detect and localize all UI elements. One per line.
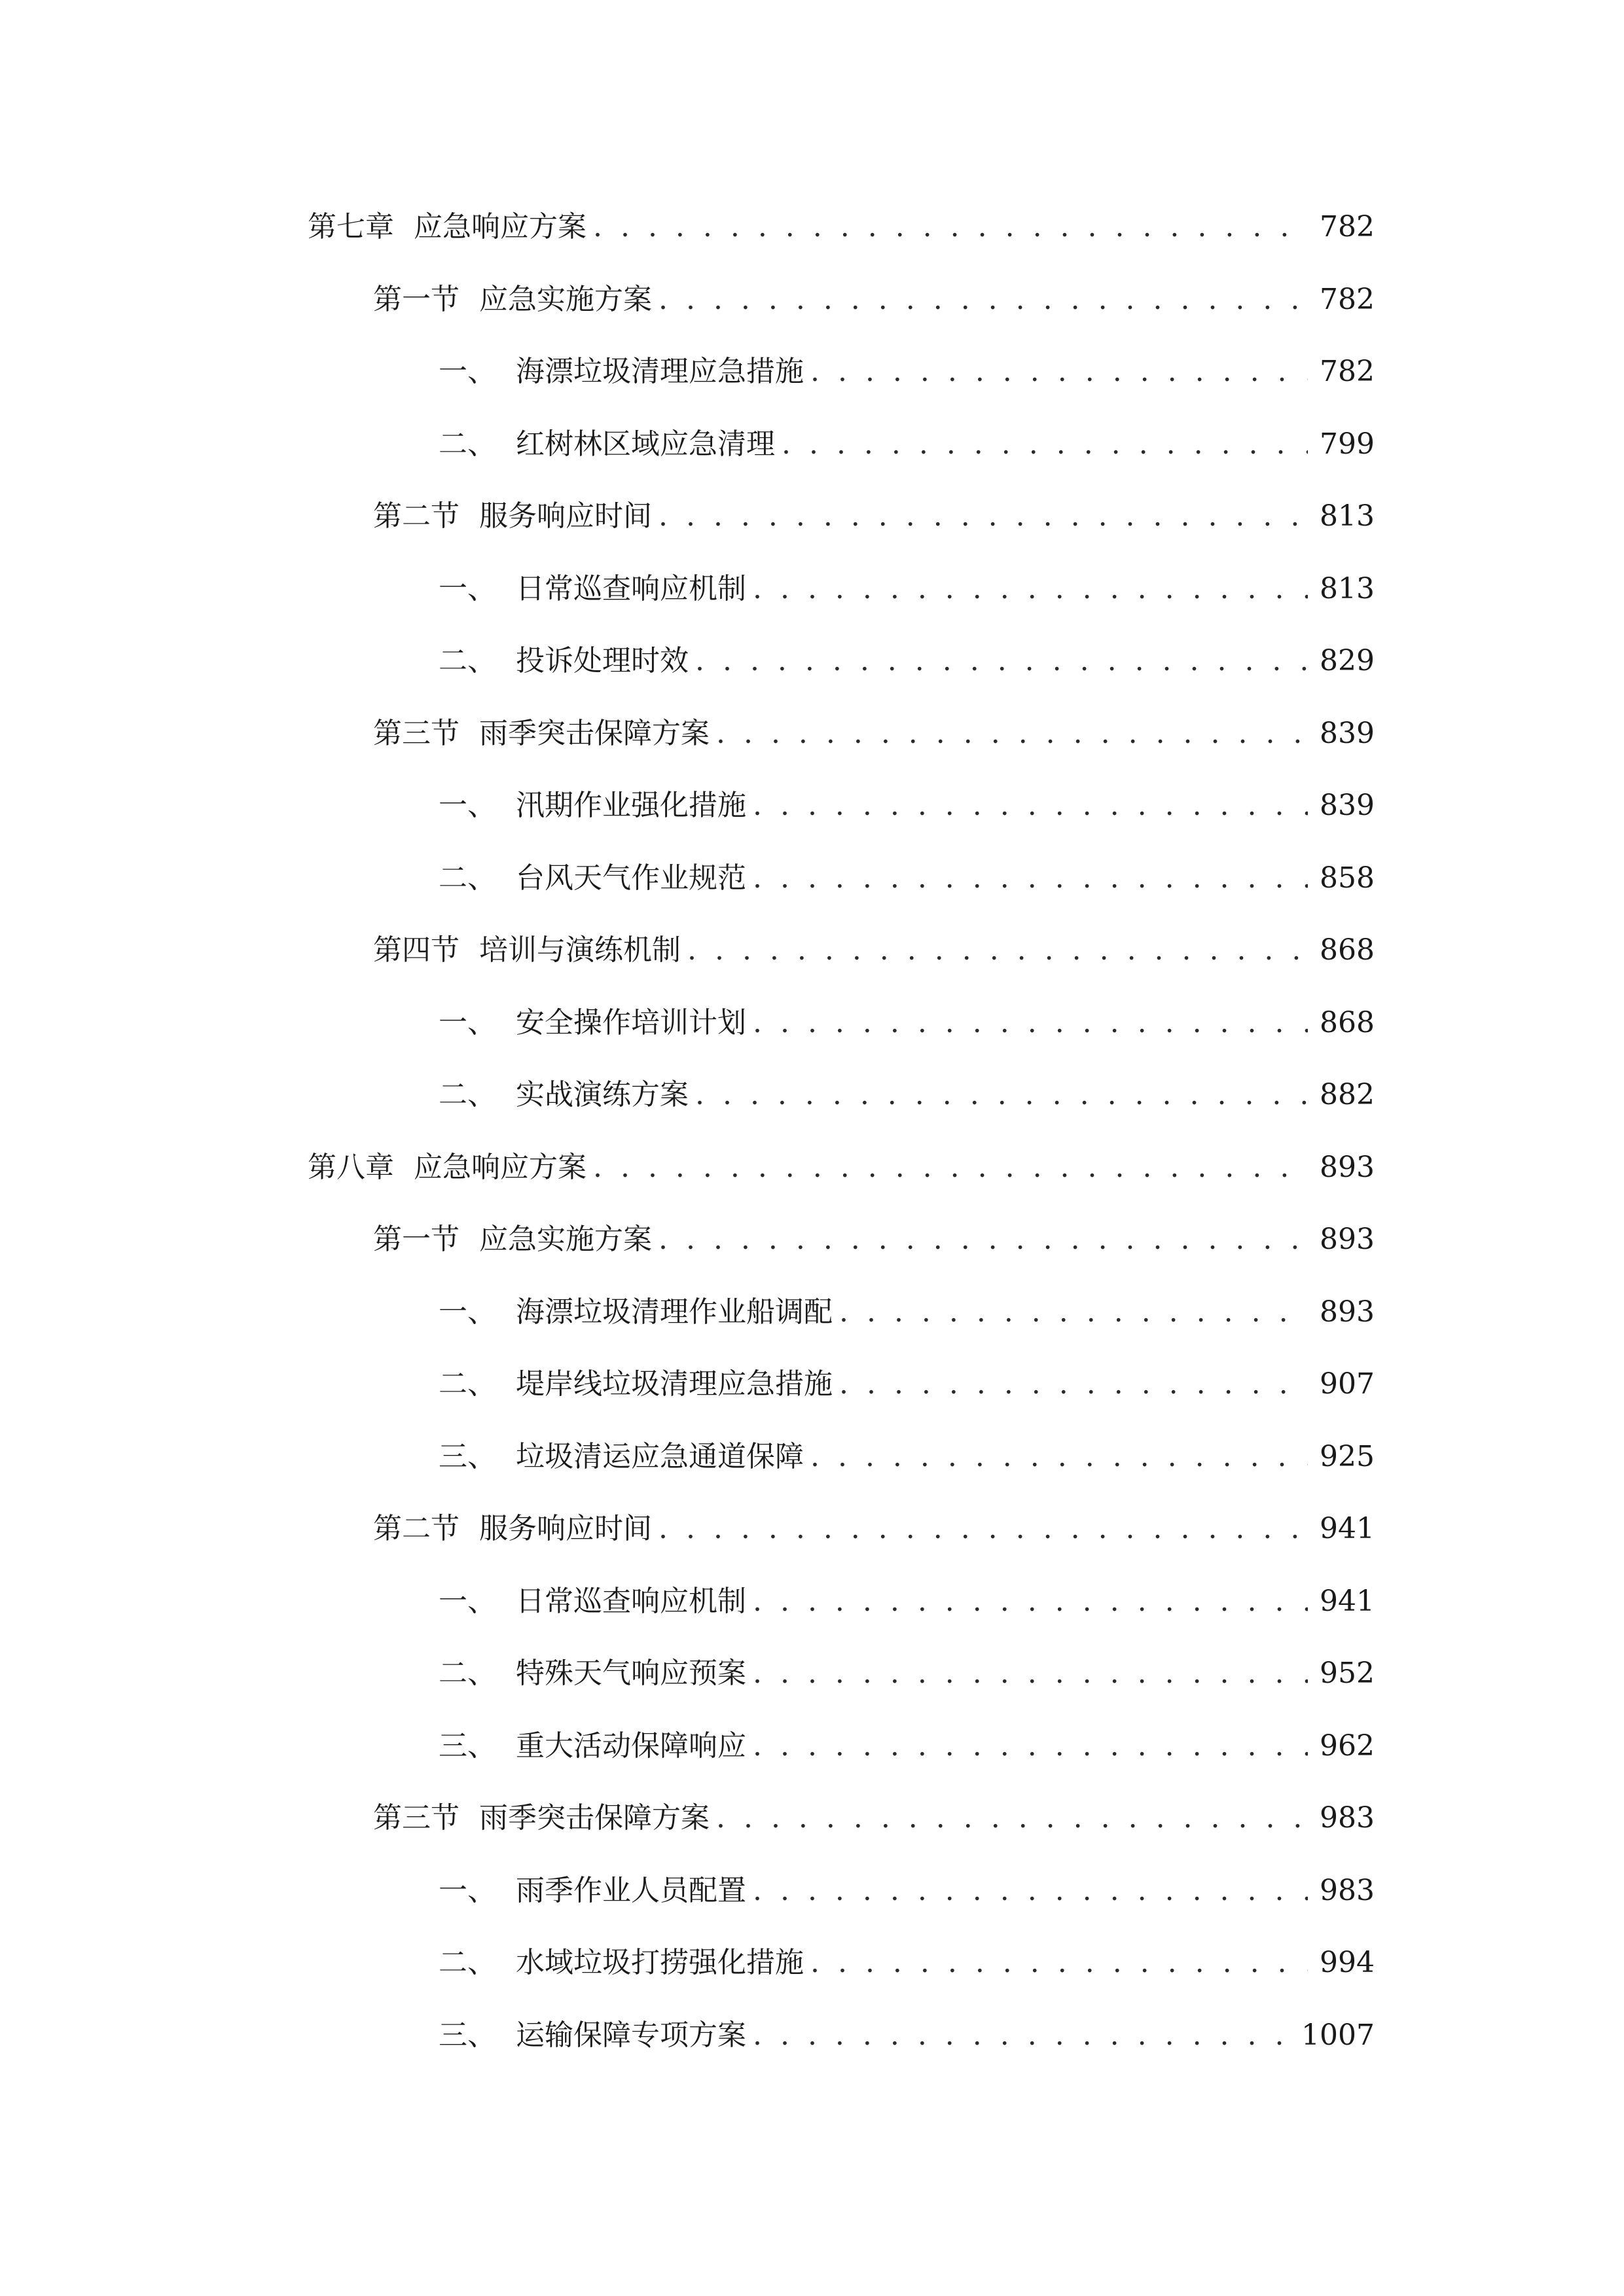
toc-dot-leader (753, 849, 1308, 908)
toc-entry-chapter[interactable] (308, 198, 1375, 270)
toc-entry-title: 汛期作业强化措施 (516, 789, 746, 822)
toc-entry-label (373, 270, 652, 329)
toc-entry-number: 一、 (439, 571, 496, 605)
toc-dot-leader (810, 342, 1308, 401)
toc-page-number: 782 (1320, 282, 1375, 316)
toc-entry-subsection[interactable] (308, 1066, 1375, 1138)
toc-entry-title: 服务响应时间 (479, 1512, 652, 1545)
toc-entry-number: 一、 (439, 789, 496, 822)
toc-entry-label (439, 1283, 833, 1342)
toc-entry-label (439, 1427, 804, 1486)
toc-page-number: 893 (1320, 1295, 1375, 1329)
toc-entry-number: 一、 (439, 355, 496, 388)
toc-entry-number: 三、 (439, 2018, 496, 2052)
toc-dot-leader (753, 1572, 1308, 1631)
toc-entry-title: 培训与演练机制 (479, 933, 681, 967)
toc-page-number: 983 (1320, 1873, 1375, 1907)
toc-entry-label (439, 632, 689, 691)
toc-entry-number: 二、 (439, 1367, 496, 1401)
toc-entry-section[interactable] (308, 1499, 1375, 1572)
toc-entry-title: 应急实施方案 (479, 282, 652, 316)
toc-entry-title: 重大活动保障响应 (516, 1729, 746, 1763)
toc-page-number: 813 (1320, 499, 1375, 533)
toc-dot-leader (593, 198, 1308, 257)
toc-entry-label (373, 487, 652, 546)
toc-entry-number: 第一节 (373, 282, 460, 316)
toc-entry-number: 第八章 (308, 1150, 394, 1184)
toc-entry-subsection[interactable] (308, 415, 1375, 488)
toc-dot-leader (593, 1138, 1308, 1197)
toc-entry-label (439, 1355, 833, 1414)
toc-entry-chapter[interactable] (308, 1138, 1375, 1211)
toc-entry-number: 二、 (439, 1657, 496, 1690)
toc-page-number: 925 (1320, 1439, 1375, 1473)
toc-page-number: 839 (1320, 789, 1375, 822)
toc-dot-leader (753, 776, 1308, 835)
toc-entry-label (308, 198, 586, 257)
toc-dot-leader (695, 1066, 1308, 1124)
toc-entry-number: 一、 (439, 1005, 496, 1039)
toc-entry-label (439, 994, 746, 1052)
toc-entry-label (439, 342, 804, 401)
toc-entry-subsection[interactable] (308, 1572, 1375, 1645)
toc-dot-leader (753, 994, 1308, 1052)
toc-dot-leader (659, 270, 1308, 329)
toc-page-number: 799 (1320, 427, 1375, 461)
toc-entry-title: 应急响应方案 (414, 1150, 586, 1184)
toc-entry-label (439, 1572, 746, 1631)
toc-dot-leader (810, 1933, 1308, 1992)
toc-page-number: 962 (1320, 1729, 1375, 1763)
toc-entry-number: 一、 (439, 1584, 496, 1618)
toc-entry-title: 应急响应方案 (414, 210, 586, 243)
toc-entry-title: 水域垃圾打捞强化措施 (516, 1946, 804, 1979)
toc-page-number: 782 (1320, 355, 1375, 388)
toc-page-number: 1007 (1301, 2018, 1375, 2052)
toc-entry-number: 一、 (439, 1873, 496, 1907)
toc-page-number: 782 (1320, 210, 1375, 243)
toc-dot-leader (782, 415, 1308, 474)
toc-entry-title: 红树林区域应急清理 (516, 427, 775, 461)
toc-entry-section[interactable] (308, 487, 1375, 560)
toc-entry-title: 日常巡查响应机制 (516, 571, 746, 605)
toc-entry-number: 第一节 (373, 1223, 460, 1256)
toc-entry-number: 二、 (439, 1078, 496, 1111)
toc-entry-title: 雨季突击保障方案 (479, 1801, 710, 1835)
toc-entry-subsection[interactable] (308, 1427, 1375, 1500)
toc-entry-number: 一、 (439, 1295, 496, 1329)
toc-entry-number: 三、 (439, 1439, 496, 1473)
toc-entry-subsection[interactable] (308, 994, 1375, 1066)
toc-page-number: 941 (1320, 1512, 1375, 1545)
toc-entry-subsection[interactable] (308, 560, 1375, 632)
toc-dot-leader (839, 1283, 1308, 1342)
toc-entry-label (439, 2006, 746, 2065)
toc-page-number: 868 (1320, 1005, 1375, 1039)
toc-entry-section[interactable] (308, 704, 1375, 777)
toc-entry-subsection[interactable] (308, 1933, 1375, 2006)
toc-entry-number: 第二节 (373, 1512, 460, 1545)
toc-entry-subsection[interactable] (308, 632, 1375, 704)
toc-entry-title: 特殊天气响应预案 (516, 1657, 746, 1690)
toc-entry-number: 第四节 (373, 933, 460, 967)
toc-dot-leader (839, 1355, 1308, 1414)
toc-entry-title: 海漂垃圾清理应急措施 (516, 355, 804, 388)
table-of-contents (308, 198, 1375, 2078)
toc-entry-number: 二、 (439, 1946, 496, 1979)
toc-dot-leader (753, 560, 1308, 619)
toc-entry-label (308, 1138, 586, 1197)
toc-entry-number: 三、 (439, 1729, 496, 1763)
toc-entry-title: 实战演练方案 (516, 1078, 689, 1111)
toc-dot-leader (753, 1717, 1308, 1776)
toc-entry-number: 二、 (439, 644, 496, 677)
toc-entry-title: 台风天气作业规范 (516, 861, 746, 895)
toc-dot-leader (687, 921, 1308, 980)
toc-page-number: 882 (1320, 1078, 1375, 1111)
toc-entry-label (439, 849, 746, 908)
toc-entry-section[interactable] (308, 1789, 1375, 1861)
toc-entry-number: 二、 (439, 427, 496, 461)
toc-entry-subsection[interactable] (308, 776, 1375, 849)
toc-entry-number: 第三节 (373, 1801, 460, 1835)
toc-entry-subsection[interactable] (308, 2006, 1375, 2079)
toc-page-number: 868 (1320, 933, 1375, 967)
toc-entry-label (439, 776, 746, 835)
toc-page-number: 858 (1320, 861, 1375, 895)
toc-entry-title: 海漂垃圾清理作业船调配 (516, 1295, 833, 1329)
toc-entry-title: 雨季作业人员配置 (516, 1873, 746, 1907)
toc-page-number: 893 (1320, 1150, 1375, 1184)
toc-entry-label (439, 560, 746, 619)
toc-entry-title: 安全操作培训计划 (516, 1005, 746, 1039)
toc-dot-leader (753, 1861, 1308, 1920)
toc-entry-label (373, 1499, 652, 1558)
toc-entry-label (439, 1644, 746, 1703)
toc-dot-leader (695, 632, 1308, 691)
toc-page-number: 907 (1320, 1367, 1375, 1401)
toc-dot-leader (659, 1210, 1308, 1269)
toc-entry-number: 第二节 (373, 499, 460, 533)
toc-page-number: 983 (1320, 1801, 1375, 1835)
toc-entry-title: 应急实施方案 (479, 1223, 652, 1256)
toc-dot-leader (810, 1427, 1308, 1486)
toc-entry-label (373, 921, 681, 980)
toc-entry-subsection[interactable] (308, 1283, 1375, 1355)
toc-entry-title: 垃圾清运应急通道保障 (516, 1439, 804, 1473)
toc-entry-label (439, 1933, 804, 1992)
toc-entry-title: 堤岸线垃圾清理应急措施 (516, 1367, 833, 1401)
toc-entry-number: 第七章 (308, 210, 394, 243)
toc-entry-subsection[interactable] (308, 1355, 1375, 1427)
toc-entry-title: 雨季突击保障方案 (479, 716, 710, 750)
toc-entry-label (439, 1066, 689, 1124)
toc-page-number: 994 (1320, 1946, 1375, 1979)
toc-entry-label (373, 1789, 710, 1848)
toc-entry-label (439, 415, 775, 474)
toc-entry-title: 日常巡查响应机制 (516, 1584, 746, 1618)
toc-page-number: 829 (1320, 644, 1375, 677)
toc-dot-leader (716, 1789, 1308, 1848)
toc-entry-label (439, 1861, 746, 1920)
toc-entry-subsection[interactable] (308, 342, 1375, 415)
toc-entry-section[interactable] (308, 1210, 1375, 1283)
toc-dot-leader (659, 487, 1308, 546)
toc-page-number: 952 (1320, 1657, 1375, 1690)
toc-dot-leader (753, 2006, 1290, 2065)
toc-page-number: 839 (1320, 716, 1375, 750)
toc-page-number: 893 (1320, 1223, 1375, 1256)
toc-entry-label (373, 1210, 652, 1269)
toc-dot-leader (716, 704, 1308, 763)
toc-entry-subsection[interactable] (308, 1644, 1375, 1717)
toc-dot-leader (659, 1499, 1308, 1558)
toc-entry-label (439, 1717, 746, 1776)
toc-entry-number: 第三节 (373, 716, 460, 750)
toc-entry-subsection[interactable] (308, 849, 1375, 922)
toc-page-number: 813 (1320, 571, 1375, 605)
toc-entry-subsection[interactable] (308, 1861, 1375, 1934)
toc-entry-section[interactable] (308, 270, 1375, 343)
toc-dot-leader (753, 1644, 1308, 1703)
toc-entry-subsection[interactable] (308, 1717, 1375, 1789)
toc-entry-section[interactable] (308, 921, 1375, 994)
toc-entry-title: 运输保障专项方案 (516, 2018, 746, 2052)
toc-entry-title: 投诉处理时效 (516, 644, 689, 677)
toc-entry-label (373, 704, 710, 763)
toc-entry-title: 服务响应时间 (479, 499, 652, 533)
toc-entry-number: 二、 (439, 861, 496, 895)
toc-page-number: 941 (1320, 1584, 1375, 1618)
